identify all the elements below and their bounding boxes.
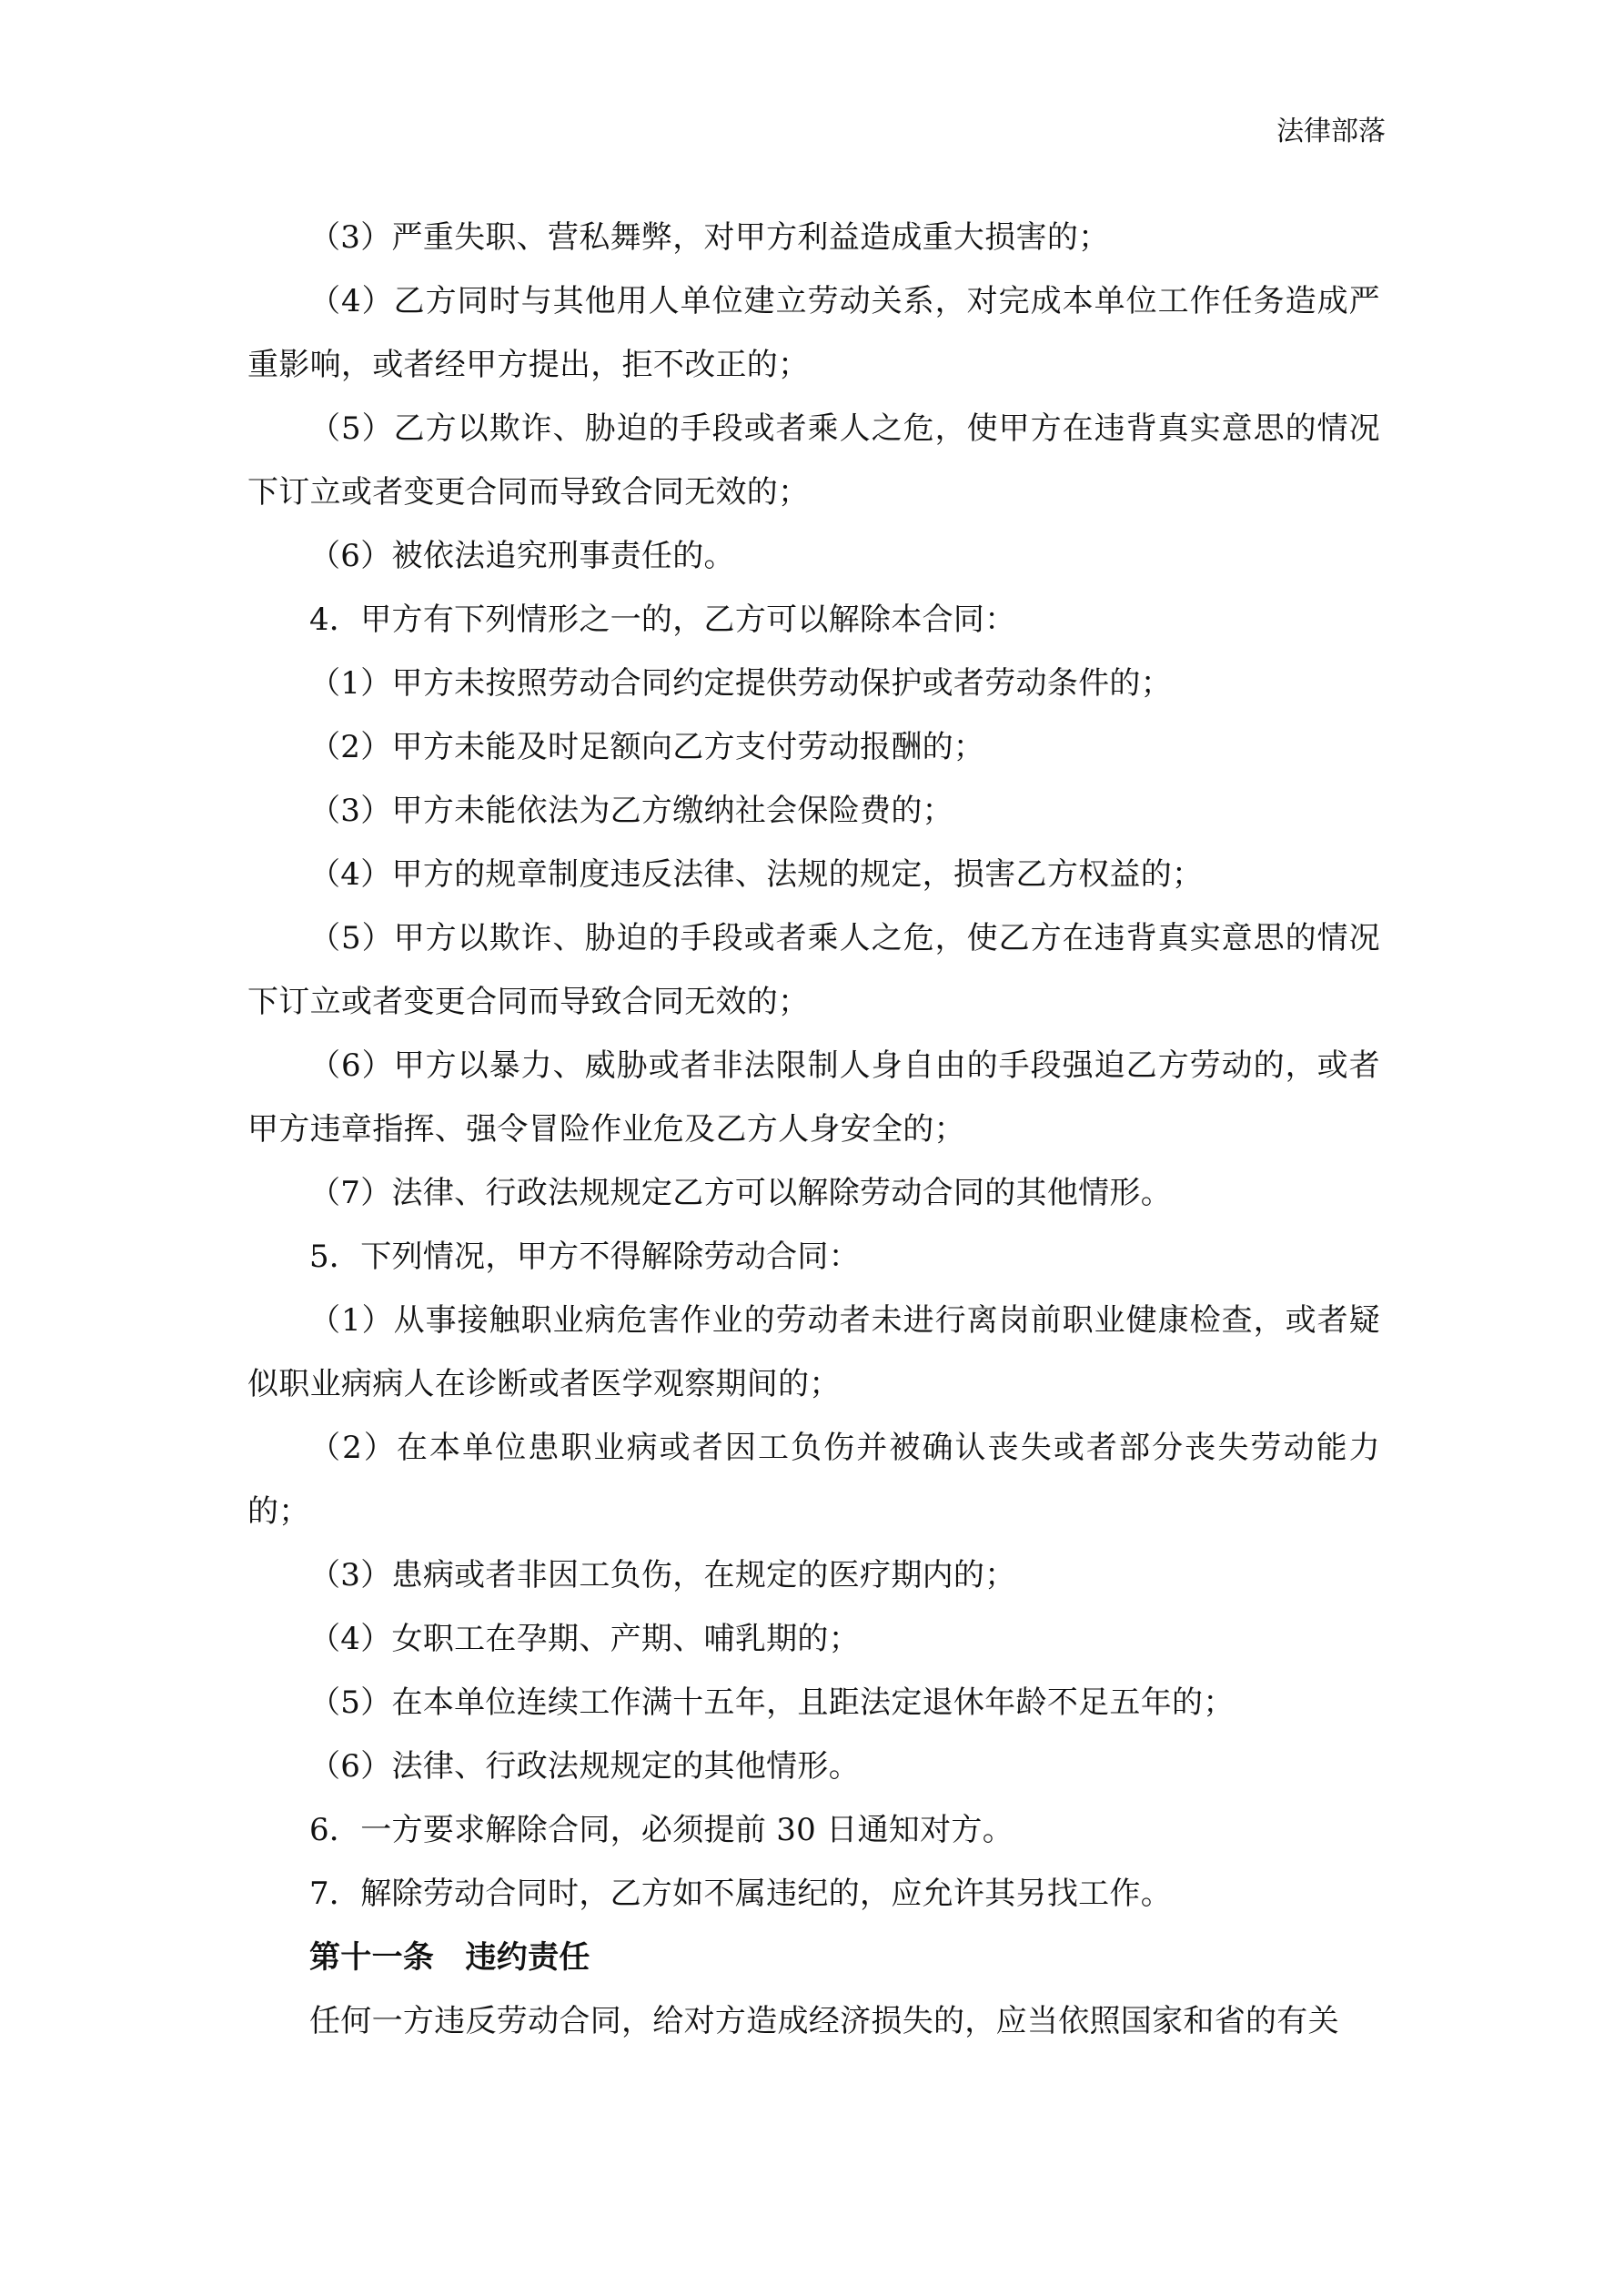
clause-item: （4）甲方的规章制度违反法律、法规的规定，损害乙方权益的； <box>309 856 1204 893</box>
clause-item: （1）甲方未按照劳动合同约定提供劳动保护或者劳动条件的； <box>309 665 1173 702</box>
clause-item: （3）甲方未能依法为乙方缴纳社会保险费的； <box>309 793 953 829</box>
clause-item: （3）患病或者非因工负伤，在规定的医疗期内的； <box>309 1557 1016 1593</box>
clause-item: （2）在本单位患职业病或者因工负伤并被确认丧失或者部分丧失劳动能力的； <box>247 1430 1380 1530</box>
clause-item: （6）法律、行政法规规定的其他情形。 <box>309 1748 861 1785</box>
page-header-label: 法律部落 <box>1276 116 1386 147</box>
article-title: 第十一条 违约责任 <box>309 1939 590 1976</box>
clause-heading: 7．解除劳动合同时，乙方如不属违纪的，应允许其另找工作。 <box>309 1876 1173 1912</box>
clause-heading: 4．甲方有下列情形之一的，乙方可以解除本合同： <box>309 602 1016 638</box>
document-body <box>247 206 1380 2053</box>
article-body: 任何一方违反劳动合同，给对方造成经济损失的，应当依照国家和省的有关 <box>309 2003 1339 2039</box>
clause-item: （3）严重失职、营私舞弊，对甲方利益造成重大损害的； <box>309 219 1110 256</box>
clause-item: （4）乙方同时与其他用人单位建立劳动关系，对完成本单位工作任务造成严重影响，或者经甲方提出，拒不改正的； <box>247 283 1380 383</box>
clause-item: （4）女职工在孕期、产期、哺乳期的； <box>309 1621 861 1657</box>
clause-item: （6）被依法追究刑事责任的。 <box>309 538 735 574</box>
clause-item: （5）甲方以欺诈、胁迫的手段或者乘人之危，使乙方在违背真实意思的情况下订立或者变更合同而导致合同无效的； <box>247 920 1380 1020</box>
clause-item: （5）在本单位连续工作满十五年，且距法定退休年龄不足五年的； <box>309 1684 1235 1721</box>
clause-item: （1）从事接触职业病危害作业的劳动者未进行离岗前职业健康检查，或者疑似职业病病人在诊断或者医学观察期间的； <box>247 1302 1380 1402</box>
clause-heading: 6．一方要求解除合同，必须提前 30 日通知对方。 <box>309 1812 1014 1848</box>
clause-item: （2）甲方未能及时足额向乙方支付劳动报酬的； <box>309 729 985 765</box>
clause-item: （6）甲方以暴力、威胁或者非法限制人身自由的手段强迫乙方劳动的，或者甲方违章指挥、强令冒险作业危及乙方人身安全的； <box>247 1047 1380 1148</box>
clause-item: （7）法律、行政法规规定乙方可以解除劳动合同的其他情形。 <box>309 1175 1173 1211</box>
clause-item: （5）乙方以欺诈、胁迫的手段或者乘人之危，使甲方在违背真实意思的情况下订立或者变更合同而导致合同无效的； <box>247 410 1380 511</box>
clause-heading: 5．下列情况，甲方不得解除劳动合同： <box>309 1239 861 1275</box>
